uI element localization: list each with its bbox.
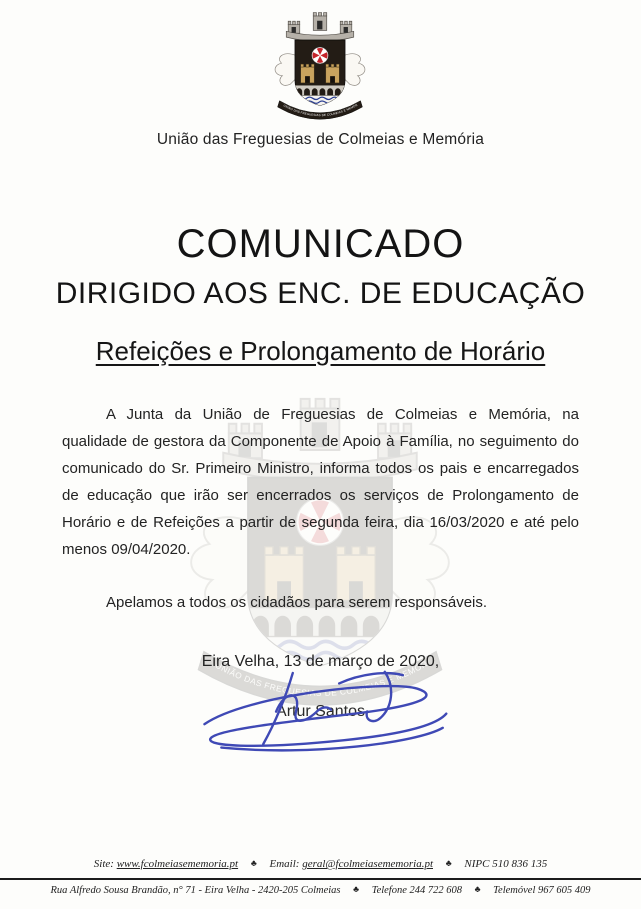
club-suit-icon: ♣ — [250, 858, 257, 868]
body-line: qualidade de gestora da Componente de Apoio à Família, no seguimento do — [62, 433, 579, 450]
footer-contacts-line — [0, 858, 641, 870]
site-label: Site: — [93, 858, 114, 870]
title-comunicado: COMUNICADO — [176, 222, 465, 266]
club-suit-icon: ♣ — [445, 858, 452, 868]
footer-address-line — [0, 884, 641, 896]
body-line: A Junta da União de Freguesias de Colmeias e Memória, na — [106, 406, 579, 423]
nipc-number: NIPC 510 836 135 — [464, 858, 548, 870]
handwritten-signature — [188, 657, 457, 758]
body-paragraph — [62, 401, 579, 563]
body-line: Horário e de Refeições a partir de segunda feira, dia 16/03/2020 e até pelo — [62, 514, 579, 531]
club-suit-icon: ♣ — [474, 884, 481, 894]
footer-divider — [0, 878, 641, 880]
org-name: União das Freguesias de Colmeias e Memória — [156, 131, 485, 148]
title-addressees: DIRIGIDO AOS ENC. DE EDUCAÇÃO — [55, 277, 586, 310]
place-date-line: Eira Velha, 13 de março de 2020, — [201, 653, 440, 670]
body-line: de educação que irão ser encerrados os serviços de Prolongamento de — [62, 487, 579, 504]
coat-of-arms — [267, 8, 373, 126]
street-address: Rua Alfredo Sousa Brandão, n° 71 - Eira Velha - 2420-205 Colmeias — [50, 885, 341, 896]
body-line: comunicado do Sr. Primeiro Ministro, informa todos os pais e encarregados — [62, 460, 579, 477]
signer-name: Artur Santos — [276, 703, 365, 720]
title-section-text: Refeições e Prolongamento de Horário — [95, 336, 546, 366]
title-section — [0, 336, 641, 367]
email-label: Email: — [269, 858, 300, 870]
appeal-sentence: Apelamos a todos os cidadãos para serem responsáveis. — [106, 594, 488, 611]
mobile-number: Telemóvel 967 605 409 — [493, 885, 591, 896]
site-url-link: www.fcolmeiasememoria.pt — [116, 858, 239, 870]
email-link: geral@fcolmeiasememoria.pt — [302, 858, 433, 870]
body-line: menos 09/04/2020. — [62, 541, 191, 558]
phone-number: Telefone 244 722 608 — [371, 885, 463, 896]
club-suit-icon: ♣ — [353, 884, 360, 894]
